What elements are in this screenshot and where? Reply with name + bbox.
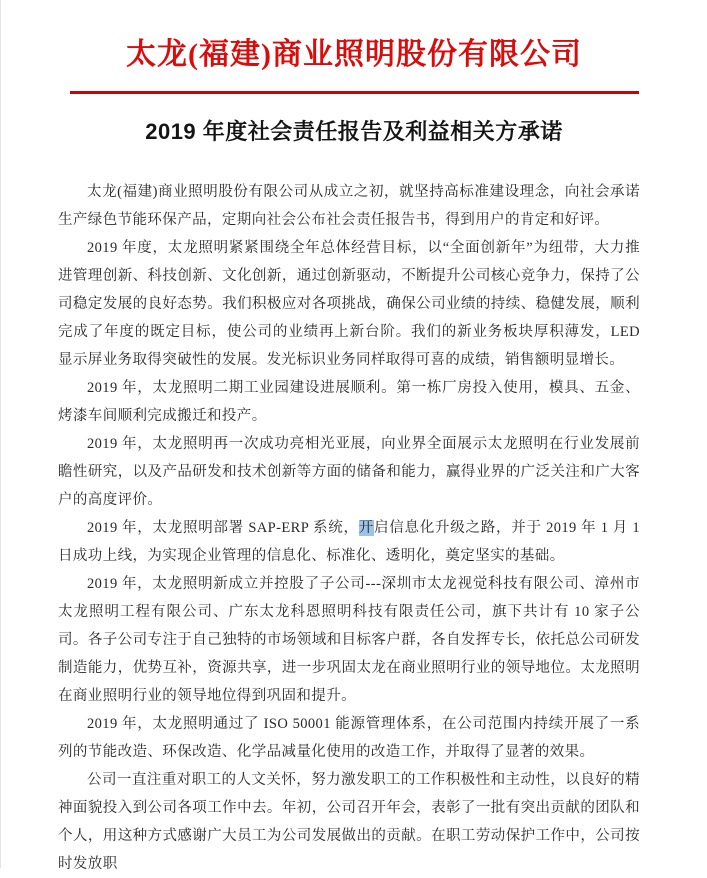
- document-body: [58, 178, 640, 878]
- paragraph-iso-50001: 2019 年，太龙照明通过了 ISO 50001 能源管理体系，在公司范围内持续开展了一系列的节能改造、环保改造、化学品减量化使用的改造工作，并取得了显著的效果。: [58, 716, 640, 760]
- paragraph-sap-erp: [58, 514, 640, 570]
- title-divider-rule: [70, 91, 639, 94]
- paragraph-text-pre: 2019 年，太龙照明部署 SAP-ERP 系统，: [87, 520, 359, 536]
- paragraph-subsidiaries: 2019 年，太龙照明新成立并控股了子公司---深圳市太龙视觉科技有限公司、漳州市太龙照明工程有限公司、广东太龙科恩照明科技有限责任公司，旗下共计有 10 家子公司。各子公司专注于自己独特的市场领域和目标客户群，各自发挥专长，依托总公司研发制造能力，优势互补，资源共享，进一步巩固太龙在商业照明行业的领导地位。太龙照明在商业照明行业的领导地位得到巩固和提升。: [58, 576, 640, 704]
- company-title: 太龙(福建)商业照明股份有限公司: [126, 38, 582, 71]
- report-title: 2019 年度社会责任报告及利益相关方承诺: [145, 119, 563, 144]
- paragraph-employee-care: 公司一直注重对职工的人文关怀，努力激发职工的工作积极性和主动性，以良好的精神面貌投入到公司各项工作中去。年初，公司召开年会，表彰了一批有突出贡献的团队和个人，用这种方式感谢广大员工为公司发展做出的贡献。在职工劳动保护工作中，公司按时发放职: [58, 772, 640, 872]
- paragraph-industrial-park: 2019 年，太龙照明二期工业园建设进展顺利。第一栋厂房投入使用，模具、五金、烤漆车间顺利完成搬迁和投产。: [58, 380, 640, 424]
- paragraph-2019-overview: 2019 年度，太龙照明紧紧围绕全年总体经营目标，以“全面创新年”为纽带，大力推进管理创新、科技创新、文化创新，通过创新驱动，不断提升公司核心竞争力，保持了公司稳定发展的良好态势。我们积极应对各项挑战，确保公司业绩的持续、稳健发展，顺利完成了年度的既定目标，使公司的业绩再上新台阶。我们的新业务板块厚积薄发，LED 显示屏业务取得突破性的发展。发光标识业务同样取得可喜的成绩，销售额明显增长。: [58, 240, 640, 368]
- paragraph-intro: 太龙(福建)商业照明股份有限公司从成立之初，就坚持高标准建设理念，向社会承诺生产绿色节能环保产品，定期向社会公布社会责任报告书，得到用户的肯定和好评。: [58, 184, 640, 228]
- paragraph-exhibition: 2019 年，太龙照明再一次成功亮相光亚展，向业界全面展示太龙照明在行业发展前瞻性研究，以及产品研发和技术创新等方面的储备和能力，赢得业界的广泛关注和广大客户的高度评价。: [58, 436, 640, 508]
- highlighted-text: 开: [358, 520, 374, 536]
- paragraph-text-post: 启信息化升级之路，并于 2019 年 1 月 1 日成功上线，为实现企业管理的信息化、标准化、透明化，奠定坚实的基础。: [58, 520, 640, 564]
